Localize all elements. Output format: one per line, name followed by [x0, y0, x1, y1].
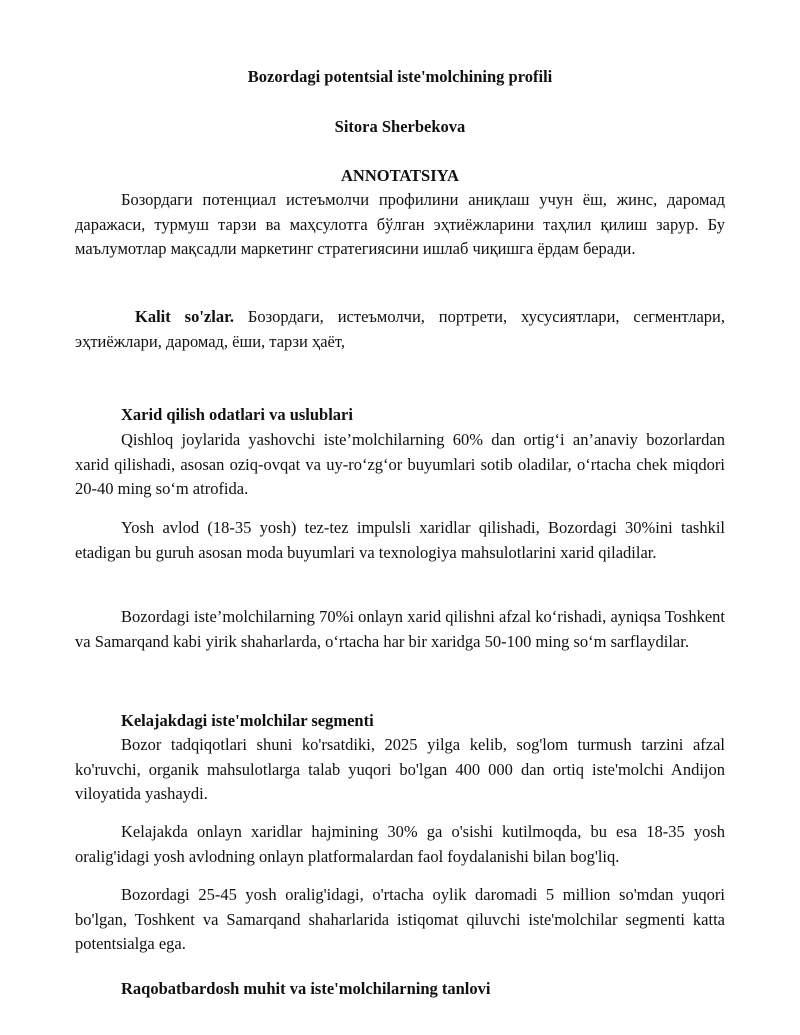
keywords-text: Бозордаги, истеъмолчи, портрети, хусусиятлари, сегментлари, эҳтиёжлари, даромад, ёши, тарзи ҳаёт,	[75, 307, 725, 351]
document-author: Sitora Sherbekova	[334, 117, 466, 136]
section-paragraph: Kelajakda onlayn xaridlar hajmining 30% ga o'sishi kutilmoqda, bu esa 18-35 yosh oralig'idagi yosh avlodning onlayn platformalardan faol foydalanishi bilan bog'liq.	[75, 822, 725, 866]
section-heading-purchase-habits: Xarid qilish odatlari va uslublari	[121, 405, 353, 424]
section-paragraph: Bozordagi 25-45 yosh oralig'idagi, o'rtacha oylik daromadi 5 million so'mdan yuqori bo'lgan, Toshkent va Samarqand shaharlarida istiqomat qiluvchi iste'molchilar segmenti katta potentsialga ega.	[75, 885, 725, 953]
document-title: Bozordagi potentsial iste'molchining profili	[247, 67, 553, 86]
keywords-label: Kalit so'zlar.	[135, 307, 235, 326]
annotation-paragraph: Бозордаги потенциал истеъмолчи профилини аниқлаш учун ёш, жинс, даромад даражаси, турмуш тарзи ва маҳсулотга бўлган эҳтиёжларини таҳлил қилиш зарур. Бу маълумотлар мақсадли маркетинг стратегиясини ишлаб чиқишга ёрдам беради.	[75, 190, 725, 258]
section-heading-future-segment: Kelajakdagi iste'molchilar segmenti	[121, 711, 374, 730]
annotation-heading: ANNOTATSIYA	[341, 166, 459, 185]
section-paragraph: Yosh avlod (18-35 yosh) tez-tez impulsli xaridlar qilishadi, Bozordagi 30%ini tashkil etadigan bu guruh asosan moda buyumlari va texnologiya mahsulotlarini xarid qiladilar.	[75, 518, 725, 562]
section-paragraph: Bozordagi iste’molchilarning 70%i onlayn xarid qilishni afzal ko‘rishadi, ayniqsa Toshkent va Samarqand kabi yirik shaharlarda, o‘rtacha har bir xaridga 50-100 ming so‘m sarflaydilar.	[75, 607, 725, 651]
section-heading-competitive-environment: Raqobatbardosh muhit va iste'molchilarning tanlovi	[121, 979, 491, 998]
section-paragraph: Bozor tadqiqotlari shuni ko'rsatdiki, 2025 yilga kelib, sog'lom turmush tarzini afzal ko'ruvchi, organik mahsulotlarga talab yuqori bo'lgan 400 000 dan ortiq iste'molchi Andijon viloyatida yashaydi.	[75, 735, 725, 803]
section-paragraph: Qishloq joylarida yashovchi iste’molchilarning 60% dan ortig‘i an’anaviy bozorlardan xarid qilishadi, asosan oziq-ovqat va uy-ro‘zg‘or buyumlari sotib oladilar, o‘rtacha chek miqdori 20-40 ming so‘m atrofida.	[75, 430, 725, 498]
keywords-paragraph	[75, 305, 725, 354]
